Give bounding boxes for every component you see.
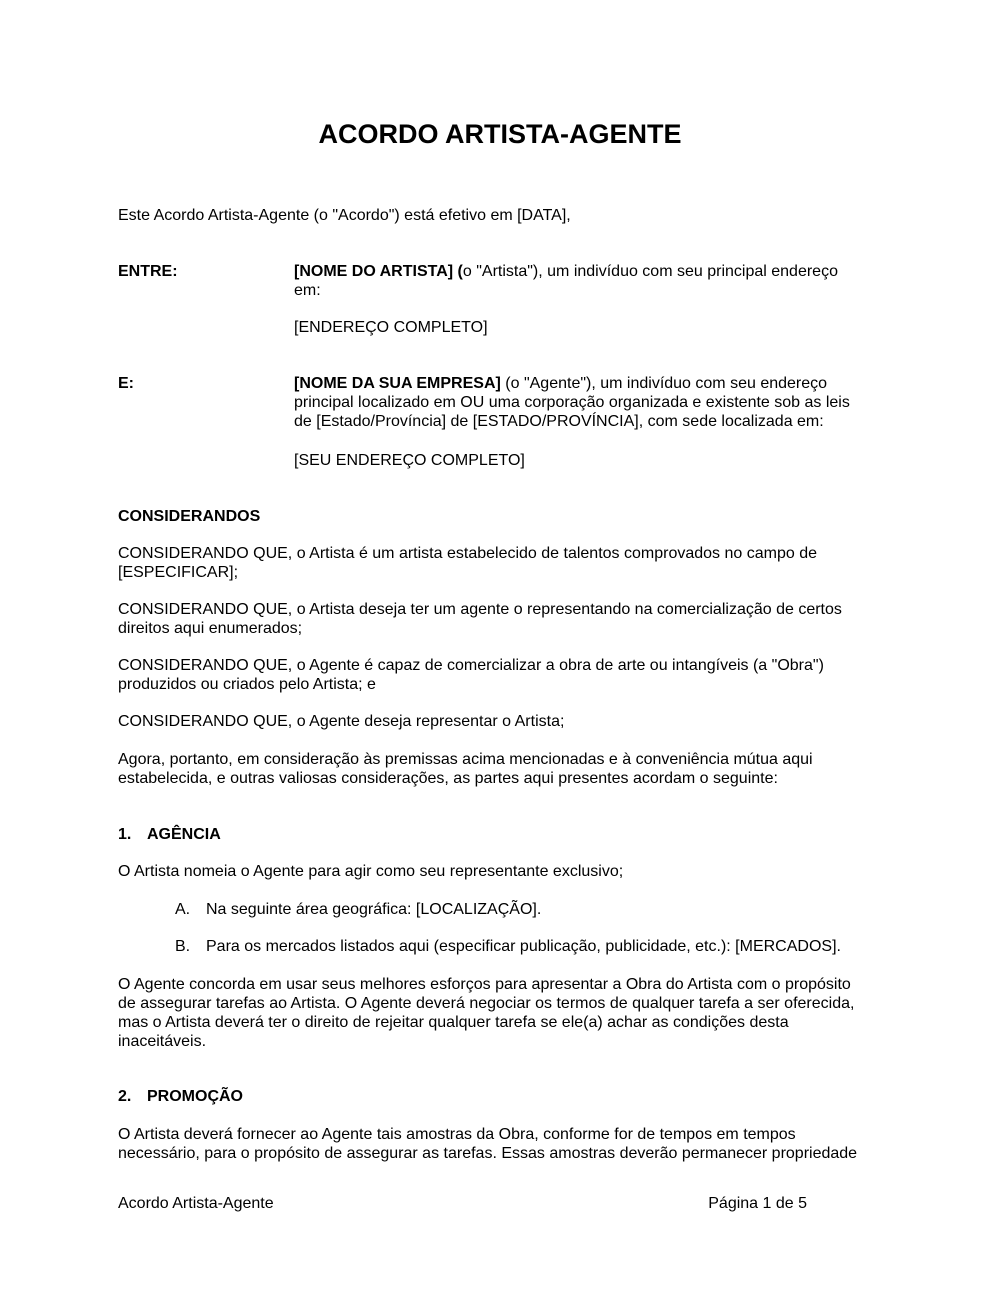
section-paragraph xyxy=(118,975,888,1051)
party-agent-block xyxy=(294,374,874,431)
recital-line: CONSIDERANDO QUE, o Agente deseja representar o Artista; xyxy=(118,713,565,730)
party-artist-line1 xyxy=(294,262,874,281)
recital-line: produzidos ou criados pelo Artista; e xyxy=(118,676,376,693)
section-title: AGÊNCIA xyxy=(147,826,221,843)
section-title: PROMOÇÃO xyxy=(147,1088,243,1105)
paragraph-line: inaceitáveis. xyxy=(118,1033,207,1050)
party-agent-line2: principal localizado em OU uma corporação organizada e existente sob as leis xyxy=(294,394,850,411)
section-paragraph xyxy=(118,1125,888,1163)
company-name-placeholder: [NOME DA SUA EMPRESA] xyxy=(294,375,501,392)
paragraph-line: estabelecida, e outras valiosas considerações, as partes aqui presentes acordam o seguinte: xyxy=(118,770,778,787)
recital-line: [ESPECIFICAR]; xyxy=(118,564,239,581)
paragraph-line: necessário, para o propósito de assegurar as tarefas. Essas amostras deverão permanecer propriedade xyxy=(118,1145,858,1162)
recital-paragraph xyxy=(118,544,888,582)
recitals-heading: CONSIDERANDOS xyxy=(118,508,261,525)
recital-line: CONSIDERANDO QUE, o Agente é capaz de comercializar a obra de arte ou intangíveis (a "Obra") xyxy=(118,657,824,674)
section-intro: O Artista nomeia o Agente para agir como seu representante exclusivo; xyxy=(118,863,624,880)
list-item xyxy=(175,937,875,956)
recital-line: CONSIDERANDO QUE, o Artista deseja ter um agente o representando na comercialização de certos xyxy=(118,601,842,618)
artist-description: o "Artista"), um indivíduo com seu principal endereço xyxy=(462,263,838,280)
footer-document-name: Acordo Artista-Agente xyxy=(118,1195,274,1212)
paragraph-line: O Artista deverá fornecer ao Agente tais amostras da Obra, conforme for de tempos em tempos xyxy=(118,1126,796,1143)
artist-name-placeholder: [NOME DO ARTISTA] ( xyxy=(294,263,463,280)
list-text: Na seguinte área geográfica: [LOCALIZAÇÃO]. xyxy=(206,901,542,918)
list-item xyxy=(175,900,875,919)
footer-page-number: Página 1 de 5 xyxy=(708,1195,807,1212)
party-label-between: ENTRE: xyxy=(118,263,178,280)
list-marker: A. xyxy=(175,901,191,918)
recital-line: direitos aqui enumerados; xyxy=(118,620,303,637)
section-number: 2. xyxy=(118,1088,132,1105)
section-number: 1. xyxy=(118,826,132,843)
agent-description: (o "Agente"), um indivíduo com seu endereço xyxy=(500,375,828,392)
list-text: Para os mercados listados aqui (especificar publicação, publicidade, etc.): [MERCADOS]. xyxy=(206,938,841,955)
party-agent-line3: de [Estado/Província] de [ESTADO/PROVÍNCIA], com sede localizada em: xyxy=(294,413,824,430)
party-artist-block xyxy=(294,262,874,300)
recital-line: CONSIDERANDO QUE, o Artista é um artista estabelecido de talentos comprovados no campo de xyxy=(118,545,817,562)
document-title: ACORDO ARTISTA-AGENTE xyxy=(318,119,682,149)
paragraph-line: O Agente concorda em usar seus melhores esforços para apresentar a Obra do Artista com o propósito xyxy=(118,976,851,993)
recital-paragraph xyxy=(118,712,888,731)
intro-paragraph: Este Acordo Artista-Agente (o "Acordo") está efetivo em [DATA], xyxy=(118,207,571,224)
section-heading-agency xyxy=(118,825,221,844)
artist-address-placeholder: [ENDEREÇO COMPLETO] xyxy=(294,319,488,336)
recital-paragraph xyxy=(118,656,888,694)
section-heading-promotion xyxy=(118,1087,243,1106)
recital-paragraph xyxy=(118,600,888,638)
paragraph-line: mas o Artista deverá ter o direito de rejeitar qualquer tarefa se ele(a) achar as condições desta xyxy=(118,1014,789,1031)
party-label-and: E: xyxy=(118,375,134,392)
paragraph-line: de assegurar tarefas ao Artista. O Agente deverá negociar os termos de qualquer tarefa a ser oferecida, xyxy=(118,995,855,1012)
party-agent-line1 xyxy=(294,374,874,393)
now-therefore-paragraph xyxy=(118,750,888,788)
list-marker: B. xyxy=(175,938,191,955)
company-address-placeholder: [SEU ENDEREÇO COMPLETO] xyxy=(294,452,525,469)
party-artist-line2: em: xyxy=(294,282,321,299)
paragraph-line: Agora, portanto, em consideração às premissas acima mencionadas e à conveniência mútua aqui xyxy=(118,751,813,768)
